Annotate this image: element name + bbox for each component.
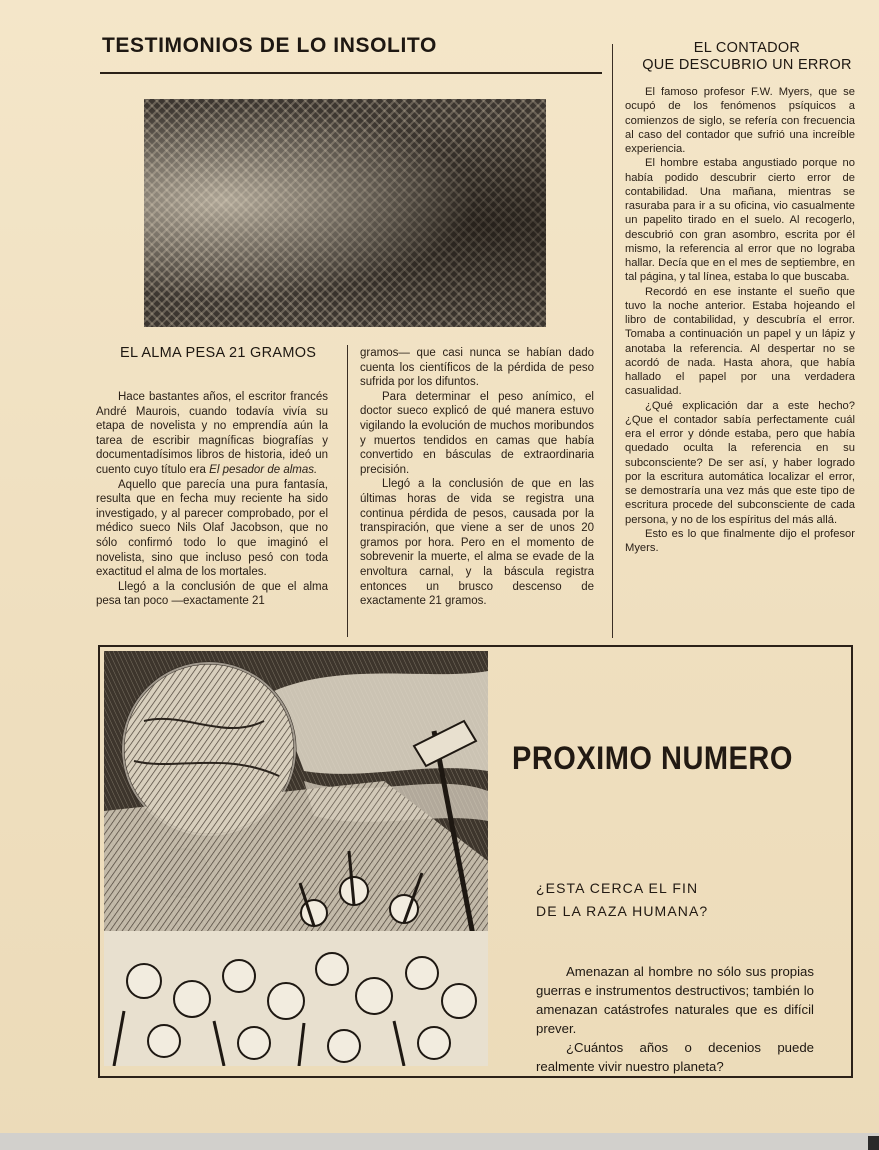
- article-column-1: [96, 390, 328, 609]
- next-issue-title: PROXIMO NUMERO: [512, 741, 793, 777]
- side-article-column: [625, 85, 855, 555]
- paragraph: Amenazan al hombre no sólo sus propias guerras e instrumentos destructivos; también lo amenazan catástrofes naturales que es difícil prever.: [536, 964, 814, 1036]
- scan-edge: [868, 1136, 879, 1150]
- column-divider-inner: [347, 345, 348, 637]
- next-issue-illustration: [104, 651, 488, 1066]
- paragraph: ¿Qué explicación dar a este hecho? ¿Que el contador sabía perfectamente cuál era el error y dónde estaba, pero que había quedado oculta la referencia en su subconsciente? De ser así, y haber logrado por la escritura automática localizar el error, se demostraría una vez más que este tipo de escritura procede del subconsciente de cada persona, y no de los espíritus del más allá.: [625, 399, 855, 526]
- paragraph: Recordó en ese instante el sueño que tuvo la noche anterior. Estaba hojeando el libro de contabilidad, y descubría el error. Tomaba a continuación un papel y un lápiz y anotaba la referencia. Al despertar no se acordó de nada. Hasta ahora, que había hallado el papel por una verdadera casualidad.: [625, 285, 855, 398]
- paragraph: Esto es lo que finalmente dijo el profesor Myers.: [625, 527, 855, 554]
- paragraph: ¿Cuántos años o decenios puede realmente vivir nuestro planeta?: [536, 1040, 814, 1074]
- side-article-heading: EL CONTADOR QUE DESCUBRIO UN ERROR: [642, 40, 852, 73]
- article-headline: EL ALMA PESA 21 GRAMOS: [120, 345, 317, 361]
- next-issue-question: ¿ESTA CERCA EL FIN DE LA RAZA HUMANA?: [536, 880, 709, 919]
- paragraph: Para determinar el peso anímico, el doctor sueco explicó de qué manera estuvo vigilando la evolución de muchos moribundos y muertos tendidos en camas que había convertido en básculas de extraordinaria precisión.: [360, 390, 594, 476]
- paragraph: Hace bastantes años, el escritor francés André Maurois, cuando todavía vivía su etapa de novelista y no emprendía aún la tarea de escribir magníficas biografías y documentadísimos libros de historia, ideó un cuento cuyo título era El pesador de almas.: [96, 391, 328, 476]
- book-title: El pesador de almas.: [209, 463, 318, 476]
- ghost-photo: [144, 99, 546, 327]
- next-issue-description: [536, 962, 814, 1076]
- scan-margin: [0, 1133, 879, 1150]
- paragraph: El famoso profesor F.W. Myers, que se ocupó de los fenómenos psíquicos a comienzos de siglo, se refería con frecuencia al caso del contador que sufrió una increíble experiencia.: [625, 86, 855, 155]
- paragraph: gramos— que casi nunca se habían dado cuenta los científicos de la pérdida de peso sufrida por los difuntos.: [360, 347, 594, 389]
- paragraph: Aquello que parecía una pura fantasía, resulta que en fecha muy reciente ha sido investigado, y al parecer comprobado, por el médico sueco Nils Olaf Jacobson, que no sólo confirmó todo lo que imaginó el novelista, sino que incluso pesó con toda exactitud el alma de los mortales.: [96, 478, 328, 579]
- section-title: TESTIMONIOS DE LO INSOLITO: [102, 34, 437, 57]
- paragraph: Llegó a la conclusión de que en las últimas horas de vida se registra una continua pérdida de pesos, causada por la transpiración, que viene a ser de unos 20 gramos por hora. Pero en el momento de sobrevenir la muerte, el alma se evade de la envoltura carnal, y la báscula registra entonces un brusco descenso de exactamente 21 gramos.: [360, 478, 594, 608]
- title-rule: [100, 72, 602, 74]
- paragraph: El hombre estaba angustiado porque no había podido descubrir cierto error de contabilidad. Una mañana, mientras se rasuraba para ir a su oficina, vio casualmente un papelito tirado en el suelo. Al recogerlo, descubrió con gran asombro, escrita por él mismo, la referencia al error que no lograba hallar. Decía que en el mes de septiembre, en tal página, y tal línea, estaba lo que buscaba.: [625, 157, 855, 284]
- column-divider: [612, 44, 613, 638]
- paragraph: Llegó a la conclusión de que el alma pesa tan poco —exactamente 21: [96, 580, 328, 608]
- planet-crowd-drawing: [104, 651, 488, 1066]
- article-column-2: [360, 346, 594, 609]
